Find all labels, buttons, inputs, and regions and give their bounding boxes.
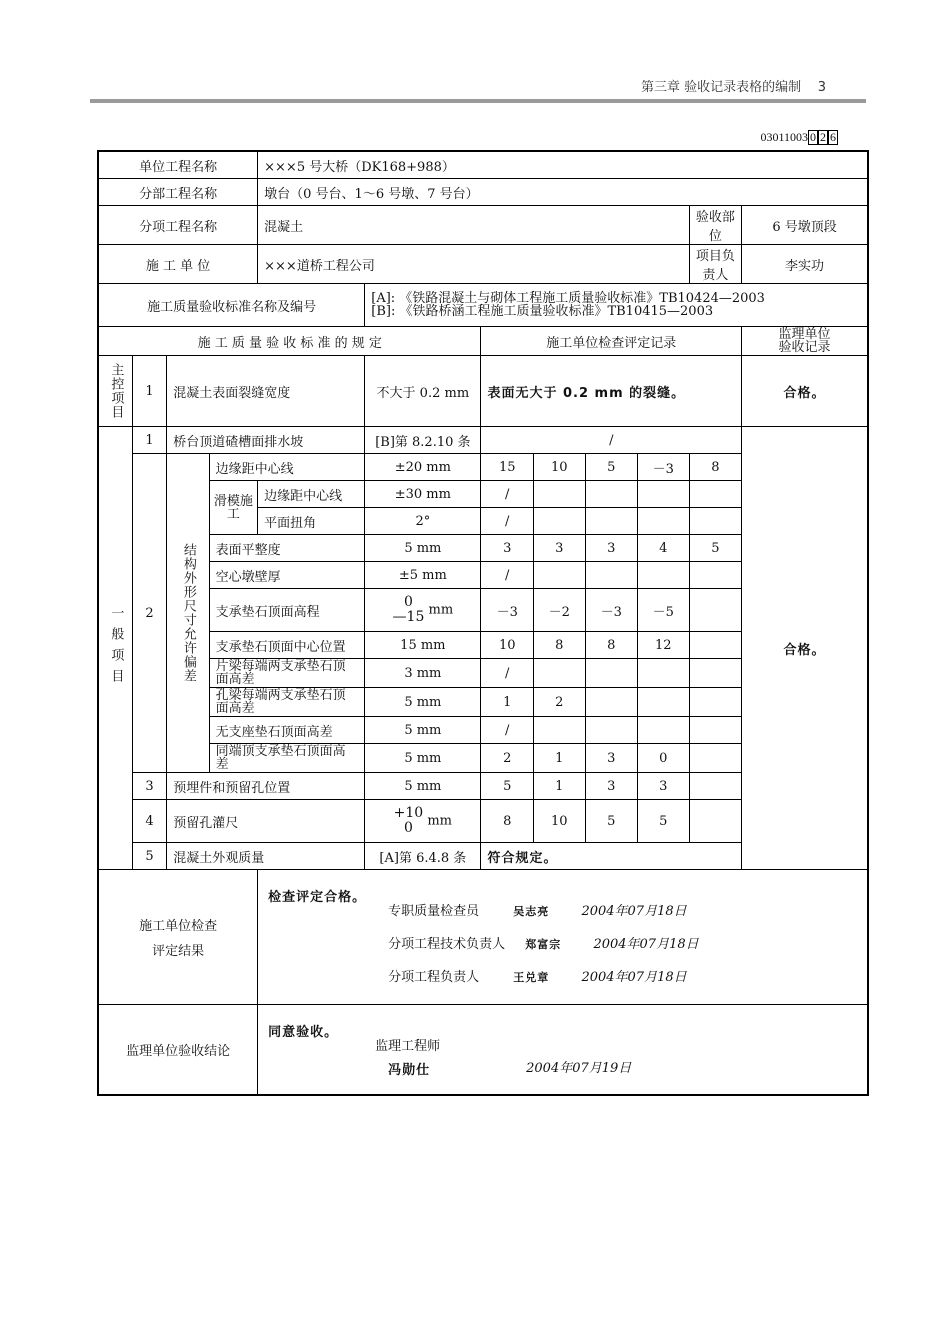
sub-0-v5: 8 <box>689 454 742 481</box>
sub-10-v1: 2 <box>481 744 534 773</box>
sub-9-name: 无支座垫石顶面高差 <box>209 717 365 744</box>
general-3-v2: 1 <box>533 773 585 800</box>
general-3-name: 预埋件和预留孔位置 <box>167 773 365 800</box>
standard-value <box>365 284 868 327</box>
sub-2-name: 平面扭角 <box>258 508 365 535</box>
sub-7-v4 <box>638 659 690 688</box>
line2-role: 分项工程技术负责人 <box>388 937 506 952</box>
builder-result-label-l2: 评定结果 <box>152 944 205 959</box>
sub-5-tolerance <box>393 595 425 625</box>
sub-2-v5 <box>689 508 742 535</box>
standard-a: [A]: 《铁路混凝土与砌体工程施工质量验收标准》TB10424—2003 <box>371 291 765 306</box>
general-4-unit: mm <box>427 813 453 829</box>
sub-4-v4 <box>638 562 690 589</box>
builder-result-label-l1: 施工单位检查 <box>139 919 218 934</box>
sub-3-v5: 5 <box>689 535 742 562</box>
part-value: 墩台（0 号台、1～6 号墩、7 号台） <box>258 179 868 206</box>
sub-8-v4 <box>638 688 690 717</box>
sub-2-v3 <box>585 508 638 535</box>
form-code-box-1: 0 <box>810 130 816 144</box>
general-1-name: 桥台顶道碴槽面排水坡 <box>167 427 365 454</box>
general-2-no: 2 <box>132 454 166 773</box>
general-4-tolerance <box>394 806 424 836</box>
sub-10-v5 <box>689 744 742 773</box>
col-supervisor-l1: 监理单位 <box>778 327 831 342</box>
row-general-1 <box>98 427 868 454</box>
form-code-box-3: 6 <box>830 130 836 144</box>
manager-label: 项目负责人 <box>689 245 742 284</box>
general-4-v2: 10 <box>533 800 585 843</box>
main-control-record: 表面无大于 0.2 mm 的裂缝。 <box>481 356 742 427</box>
sub-9-v5 <box>689 717 742 744</box>
part-label: 分部工程名称 <box>98 179 258 206</box>
sub-5-v3: －3 <box>585 589 638 632</box>
standard-b: [B]: 《铁路桥涵工程施工质量验收标准》TB10415—2003 <box>371 304 714 319</box>
sub-8-name: 孔梁每端两支承垫石顶面高差 <box>209 688 365 717</box>
builder-label: 施 工 单 位 <box>98 245 258 284</box>
item-label: 分项工程名称 <box>98 206 258 245</box>
sub-4-standard: ±5 mm <box>365 562 481 589</box>
sub-0-v1: 15 <box>481 454 534 481</box>
sub-0-standard: ±20 mm <box>365 454 481 481</box>
sub-6-name: 支承垫石顶面中心位置 <box>209 632 365 659</box>
sub-10-v2: 1 <box>533 744 585 773</box>
sub-5-standard <box>365 589 481 632</box>
general-supervisor: 合格。 <box>742 427 868 870</box>
supervisor-date: 2004年07月19日 <box>526 1061 632 1076</box>
sub-2-standard: 2° <box>365 508 481 535</box>
line3-name: 王兑章 <box>513 971 550 984</box>
row-unit <box>98 151 868 179</box>
sub-1-name: 边缘距中心线 <box>258 481 365 508</box>
sub-5-v1: －3 <box>481 589 534 632</box>
builder-line-1 <box>388 900 686 919</box>
general-1-standard: [B]第 8.2.10 条 <box>365 427 481 454</box>
sub-2-v1: / <box>481 508 534 535</box>
sub-3-v4: 4 <box>638 535 690 562</box>
sub-2-v2 <box>533 508 585 535</box>
main-control-label: 主控项目 <box>98 356 132 427</box>
chapter-title: 第三章 验收记录表格的编制 <box>641 80 802 95</box>
sub-7-v2 <box>533 659 585 688</box>
sub-0-v3: 5 <box>585 454 638 481</box>
sub-0-v4: －3 <box>638 454 690 481</box>
general-4-v4: 5 <box>638 800 690 843</box>
sub-7-name: 片梁每端两支承垫石顶面高差 <box>209 659 365 688</box>
sub-6-v5 <box>689 632 742 659</box>
sub-10-v3: 3 <box>585 744 638 773</box>
sub-3-name: 表面平整度 <box>209 535 365 562</box>
general-4-v5 <box>689 800 742 843</box>
general-4-v3: 5 <box>585 800 638 843</box>
main-control-standard: 不大于 0.2 mm <box>365 356 481 427</box>
sub-5-name: 支承垫石顶面高程 <box>209 589 365 632</box>
general-4-name: 预留孔灌尺 <box>167 800 365 843</box>
sub-1-v5 <box>689 481 742 508</box>
main-control-no: 1 <box>132 356 166 427</box>
chapter-header <box>641 76 826 95</box>
builder-line-2 <box>388 933 698 952</box>
standard-label: 施工质量验收标准名称及编号 <box>98 284 365 327</box>
builder-value: ×××道桥工程公司 <box>258 245 689 284</box>
sub-4-v2 <box>533 562 585 589</box>
supervisor-name: 冯勋仕 <box>388 1063 431 1078</box>
form-code-prefix: 03011003 <box>760 130 808 144</box>
item-value: 混凝土 <box>258 206 689 245</box>
col-check: 施工单位检查评定记录 <box>481 327 742 356</box>
sub-6-v2: 8 <box>533 632 585 659</box>
sub-9-v3 <box>585 717 638 744</box>
general-3-standard: 5 mm <box>365 773 481 800</box>
sub-6-standard: 15 mm <box>365 632 481 659</box>
sub-0-v2: 10 <box>533 454 585 481</box>
supervisor-result-label: 监理单位验收结论 <box>98 1005 258 1096</box>
general-4-no: 4 <box>132 800 166 843</box>
line2-name: 郑富宗 <box>525 938 562 951</box>
sub-8-v1: 1 <box>481 688 534 717</box>
sub-1-v4 <box>638 481 690 508</box>
sub-10-v4: 0 <box>638 744 690 773</box>
sub-9-standard: 5 mm <box>365 717 481 744</box>
row-standard <box>98 284 868 327</box>
line2-date: 2004年07月18日 <box>593 937 699 952</box>
sub-7-v3 <box>585 659 638 688</box>
sub-2-v4 <box>638 508 690 535</box>
sub-7-v5 <box>689 659 742 688</box>
sub-8-standard: 5 mm <box>365 688 481 717</box>
builder-result-body <box>258 870 868 1005</box>
unit-value: ×××5 号大桥（DK168+988） <box>258 151 868 179</box>
group-label: 结构外形尺寸允许偏差 <box>167 454 209 773</box>
row-item <box>98 206 868 245</box>
sub-4-v3 <box>585 562 638 589</box>
row-column-header <box>98 327 868 356</box>
builder-result-label <box>98 870 258 1005</box>
row-builder <box>98 245 868 284</box>
sub-3-v1: 3 <box>481 535 534 562</box>
sub-8-v2: 2 <box>533 688 585 717</box>
general-4-frac-bottom: 0 <box>403 820 413 836</box>
row-part <box>98 179 868 206</box>
line1-role: 专职质量检查员 <box>388 904 480 919</box>
general-3-no: 3 <box>132 773 166 800</box>
slide-label: 滑模施工 <box>209 481 258 535</box>
line3-date: 2004年07月18日 <box>581 970 687 985</box>
sub-10-standard: 5 mm <box>365 744 481 773</box>
sub-5-v4: －5 <box>638 589 690 632</box>
sub-0-name: 边缘距中心线 <box>209 454 365 481</box>
row-main-control <box>98 356 868 427</box>
sub-4-v1: / <box>481 562 534 589</box>
col-supervisor <box>742 327 868 356</box>
main-control-name: 混凝土表面裂缝宽度 <box>167 356 365 427</box>
sub-4-v5 <box>689 562 742 589</box>
general-3-v4: 3 <box>638 773 690 800</box>
sub-8-v3 <box>585 688 638 717</box>
accept-value: 6 号墩顶段 <box>742 206 868 245</box>
sub-9-v1: / <box>481 717 534 744</box>
supervisor-role: 监理工程师 <box>375 1039 441 1054</box>
main-control-supervisor: 合格。 <box>742 356 868 427</box>
builder-line-3 <box>388 966 686 985</box>
sub-1-standard: ±30 mm <box>365 481 481 508</box>
sub-5-v5 <box>689 589 742 632</box>
builder-conclusion: 检查评定合格。 <box>268 890 367 905</box>
sub-7-standard: 3 mm <box>365 659 481 688</box>
general-3-v1: 5 <box>481 773 534 800</box>
unit-label: 单位工程名称 <box>98 151 258 179</box>
sub-5-v2: －2 <box>533 589 585 632</box>
sub-9-v4 <box>638 717 690 744</box>
sub-6-v1: 10 <box>481 632 534 659</box>
page-number: 3 <box>817 80 826 95</box>
supervisor-conclusion: 同意验收。 <box>268 1025 339 1040</box>
sub-1-v1: / <box>481 481 534 508</box>
line3-role: 分项工程负责人 <box>388 970 480 985</box>
row-builder-result <box>98 870 868 1005</box>
sub-6-v4: 12 <box>638 632 690 659</box>
general-1-record: / <box>481 427 742 454</box>
sub-9-v2 <box>533 717 585 744</box>
general-4-frac-top: +10 <box>393 805 424 821</box>
sub-8-v5 <box>689 688 742 717</box>
general-label: 一般项目 <box>98 427 132 870</box>
sub-10-name: 同端顶支承垫石顶面高差 <box>209 744 365 773</box>
sub-5-frac-top: 0 <box>403 594 413 610</box>
general-5-no: 5 <box>132 843 166 870</box>
sub-1-v2 <box>533 481 585 508</box>
inspection-form-table <box>97 150 869 1096</box>
sub-7-v1: / <box>481 659 534 688</box>
general-3-v5 <box>689 773 742 800</box>
sub-1-v3 <box>585 481 638 508</box>
general-3-v3: 3 <box>585 773 638 800</box>
general-5-record: 符合规定。 <box>481 843 742 870</box>
sub-3-standard: 5 mm <box>365 535 481 562</box>
form-code-box-2: 2 <box>820 130 826 144</box>
general-5-standard: [A]第 6.4.8 条 <box>365 843 481 870</box>
general-1-no: 1 <box>132 427 166 454</box>
sub-3-v2: 3 <box>533 535 585 562</box>
sub-5-unit: mm <box>428 602 454 618</box>
form-code <box>760 130 838 145</box>
sub-4-name: 空心墩壁厚 <box>209 562 365 589</box>
col-spec: 施 工 质 量 验 收 标 准 的 规 定 <box>98 327 481 356</box>
sub-3-v3: 3 <box>585 535 638 562</box>
line1-name: 吴志亮 <box>513 905 550 918</box>
line1-date: 2004年07月18日 <box>581 904 687 919</box>
general-4-v1: 8 <box>481 800 534 843</box>
accept-label: 验收部位 <box>689 206 742 245</box>
manager-value: 李实功 <box>742 245 868 284</box>
sub-5-frac-bottom: —15 <box>392 609 425 625</box>
header-rule <box>90 99 866 103</box>
general-4-standard <box>365 800 481 843</box>
row-supervisor-result <box>98 1005 868 1096</box>
supervisor-result-body <box>258 1005 868 1096</box>
sub-6-v3: 8 <box>585 632 638 659</box>
general-5-name: 混凝土外观质量 <box>167 843 365 870</box>
col-supervisor-l2: 验收记录 <box>778 340 831 355</box>
